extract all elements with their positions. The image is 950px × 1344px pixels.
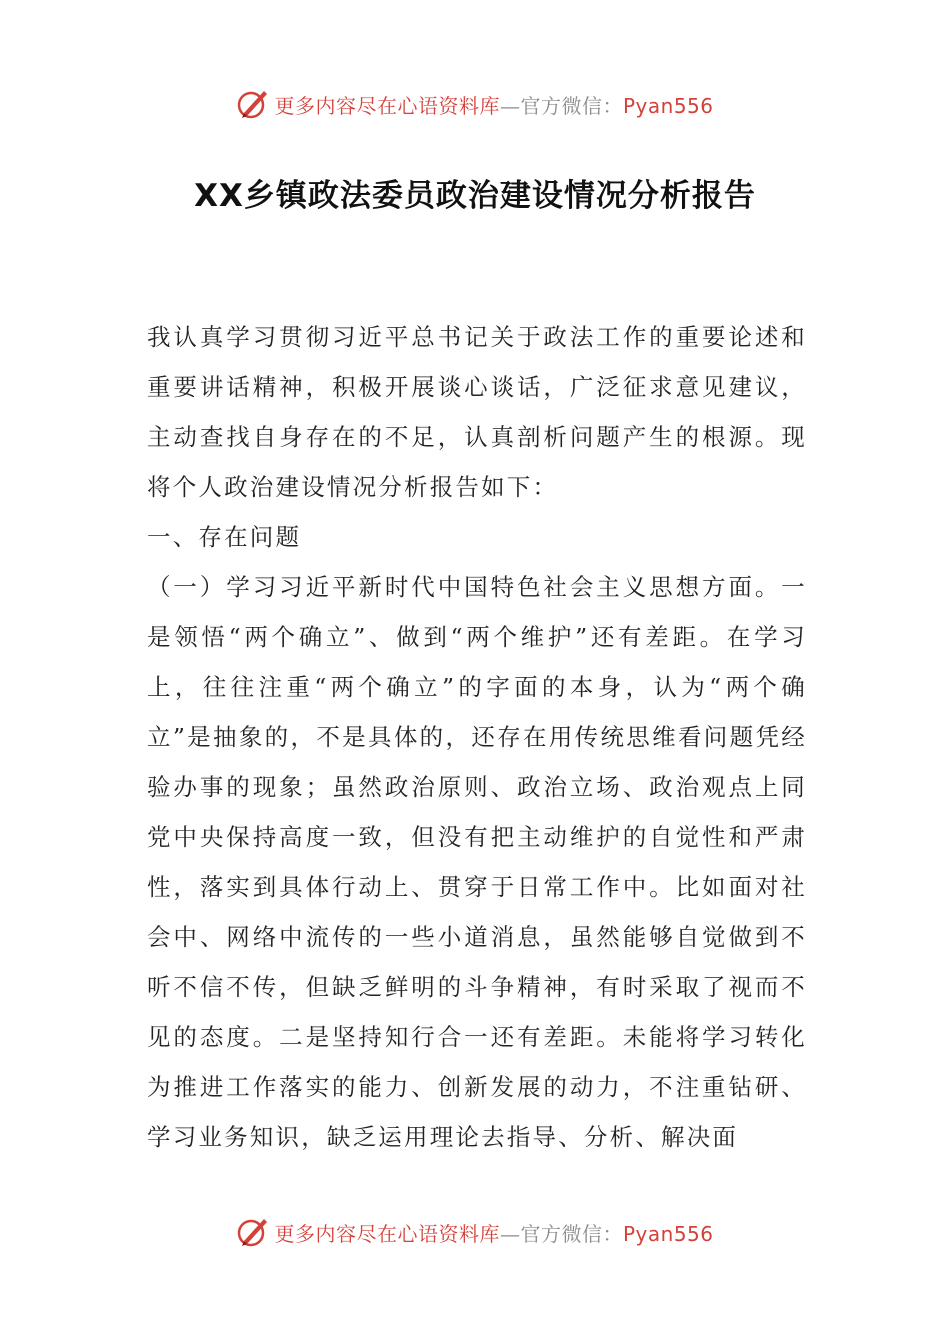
- pen-logo-icon: [236, 87, 270, 121]
- watermark-text: 更多内容尽在心语资料库: [274, 93, 500, 118]
- section-heading: 一、存在问题: [147, 523, 302, 551]
- paragraph-problem-1: （一）学习习近平新时代中国特色社会主义思想方面。一是领悟“两个确立”、做到“两个维护”还有差距。在学习上，往往注重“两个确立”的字面的本身，认为“两个确立”是抽象的，不是具体的，还存在用传统思维看问题凭经验办事的现象；虽然政治原则、政治立场、政治观点上同党中央保持高度一致，但没有把主动维护的自觉性和严肃性，落实到具体行动上、贯穿于日常工作中。比如面对社会中、网络中流传的一些小道消息，虽然能够自觉做到不听不信不传，但缺乏鲜明的斗争精神，有时采取了视而不见的态度。二是坚持知行合一还有差距。未能将学习转化为推进工作落实的能力、创新发展的动力，不注重钻研、学习业务知识，缺乏运用理论去指导、分析、解决面: [147, 573, 807, 1151]
- footer-watermark: [0, 1212, 950, 1252]
- header-watermark: [0, 84, 950, 124]
- watermark-dash: —: [499, 93, 521, 118]
- document-body: [147, 312, 807, 1162]
- paragraph-intro: 我认真学习贯彻习近平总书记关于政法工作的重要论述和重要讲话精神，积极开展谈心谈话，广泛征求意见建议，主动查找自身存在的不足，认真剖析问题产生的根源。现将个人政治建设情况分析报告如下：: [147, 323, 807, 501]
- watermark-wechat-label: 官方微信：: [520, 93, 623, 118]
- document-title: XX乡镇政法委员政治建设情况分析报告: [194, 178, 756, 214]
- watermark-wechat-id: Pyan556: [622, 1221, 714, 1246]
- watermark-wechat-id: Pyan556: [622, 93, 714, 118]
- watermark-text: 更多内容尽在心语资料库: [274, 1221, 500, 1246]
- watermark-wechat-label: 官方微信：: [520, 1221, 623, 1246]
- watermark-dash: —: [499, 1221, 521, 1246]
- pen-logo-icon: [236, 1215, 270, 1249]
